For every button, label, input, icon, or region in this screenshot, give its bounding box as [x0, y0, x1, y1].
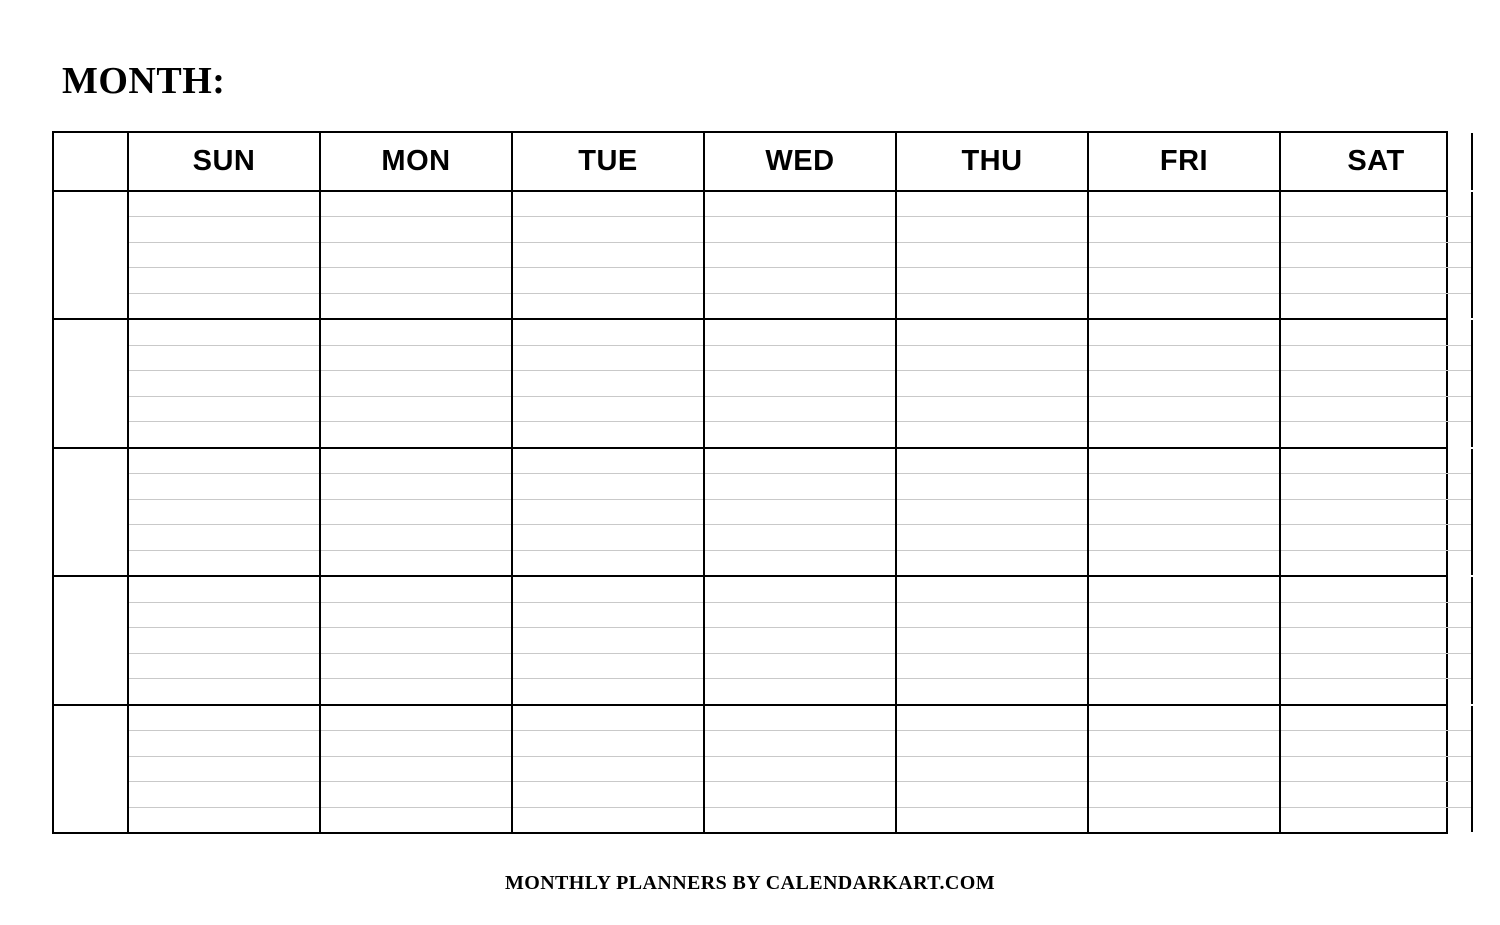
- cell-rule-lines: [1281, 320, 1471, 446]
- page-title: MONTH:: [62, 60, 226, 102]
- header-day-tue: TUE: [513, 133, 705, 190]
- week-row: [54, 192, 1446, 320]
- day-cell-thu[interactable]: [897, 449, 1089, 575]
- cell-rule-lines: [1089, 449, 1279, 575]
- day-cell-mon[interactable]: [321, 577, 513, 703]
- cell-rule-lines: [705, 577, 895, 703]
- cell-rule-lines: [513, 449, 703, 575]
- day-cell-fri[interactable]: [1089, 192, 1281, 318]
- day-cell-wed[interactable]: [705, 320, 897, 446]
- cell-rule-lines: [897, 192, 1087, 318]
- day-cell-mon[interactable]: [321, 449, 513, 575]
- cell-rule-lines: [129, 706, 319, 832]
- cell-rule-lines: [321, 449, 511, 575]
- day-cell-mon[interactable]: [321, 192, 513, 318]
- day-cell-wed[interactable]: [705, 449, 897, 575]
- cell-rule-lines: [513, 192, 703, 318]
- cell-rule-lines: [321, 192, 511, 318]
- cell-rule-lines: [129, 577, 319, 703]
- week-row: [54, 577, 1446, 705]
- day-cell-tue[interactable]: [513, 320, 705, 446]
- cell-rule-lines: [705, 320, 895, 446]
- day-cell-sat[interactable]: [1281, 706, 1473, 832]
- week-left-margin-cell: [54, 577, 129, 703]
- cell-rule-lines: [513, 577, 703, 703]
- cell-rule-lines: [705, 706, 895, 832]
- cell-rule-lines: [513, 320, 703, 446]
- calendar-grid: [52, 131, 1448, 834]
- calendar-header-row: [54, 133, 1446, 192]
- cell-rule-lines: [1089, 192, 1279, 318]
- cell-rule-lines: [705, 449, 895, 575]
- day-cell-wed[interactable]: [705, 706, 897, 832]
- header-left-margin: [54, 133, 129, 190]
- day-cell-thu[interactable]: [897, 192, 1089, 318]
- cell-rule-lines: [1281, 577, 1471, 703]
- week-left-margin-cell: [54, 449, 129, 575]
- day-cell-sat[interactable]: [1281, 577, 1473, 703]
- cell-rule-lines: [1089, 320, 1279, 446]
- day-cell-tue[interactable]: [513, 192, 705, 318]
- cell-rule-lines: [897, 577, 1087, 703]
- header-day-sun: SUN: [129, 133, 321, 190]
- footer-credit: MONTHLY PLANNERS BY CALENDARKART.COM: [504, 872, 996, 894]
- day-cell-fri[interactable]: [1089, 449, 1281, 575]
- day-cell-fri[interactable]: [1089, 320, 1281, 446]
- day-cell-sun[interactable]: [129, 577, 321, 703]
- day-cell-tue[interactable]: [513, 449, 705, 575]
- cell-rule-lines: [129, 449, 319, 575]
- header-day-sat: SAT: [1281, 133, 1473, 190]
- day-cell-sun[interactable]: [129, 449, 321, 575]
- day-cell-wed[interactable]: [705, 577, 897, 703]
- cell-rule-lines: [321, 706, 511, 832]
- week-left-margin-cell: [54, 320, 129, 446]
- day-cell-mon[interactable]: [321, 320, 513, 446]
- cell-rule-lines: [321, 577, 511, 703]
- cell-rule-lines: [321, 320, 511, 446]
- cell-rule-lines: [1281, 449, 1471, 575]
- cell-rule-lines: [513, 706, 703, 832]
- calendar-body: [54, 192, 1446, 832]
- day-cell-thu[interactable]: [897, 320, 1089, 446]
- cell-rule-lines: [897, 320, 1087, 446]
- cell-rule-lines: [897, 706, 1087, 832]
- header-day-wed: WED: [705, 133, 897, 190]
- day-cell-sun[interactable]: [129, 706, 321, 832]
- day-cell-sat[interactable]: [1281, 449, 1473, 575]
- header-day-mon: MON: [321, 133, 513, 190]
- day-cell-sun[interactable]: [129, 320, 321, 446]
- cell-rule-lines: [897, 449, 1087, 575]
- cell-rule-lines: [1089, 577, 1279, 703]
- day-cell-sat[interactable]: [1281, 192, 1473, 318]
- day-cell-thu[interactable]: [897, 577, 1089, 703]
- day-cell-fri[interactable]: [1089, 706, 1281, 832]
- day-cell-tue[interactable]: [513, 706, 705, 832]
- cell-rule-lines: [705, 192, 895, 318]
- day-cell-fri[interactable]: [1089, 577, 1281, 703]
- header-day-fri: FRI: [1089, 133, 1281, 190]
- day-cell-thu[interactable]: [897, 706, 1089, 832]
- cell-rule-lines: [1089, 706, 1279, 832]
- day-cell-wed[interactable]: [705, 192, 897, 318]
- cell-rule-lines: [129, 320, 319, 446]
- cell-rule-lines: [1281, 706, 1471, 832]
- day-cell-tue[interactable]: [513, 577, 705, 703]
- week-left-margin-cell: [54, 706, 129, 832]
- week-left-margin-cell: [54, 192, 129, 318]
- cell-rule-lines: [1281, 192, 1471, 318]
- header-day-thu: THU: [897, 133, 1089, 190]
- day-cell-mon[interactable]: [321, 706, 513, 832]
- week-row: [54, 706, 1446, 832]
- week-row: [54, 449, 1446, 577]
- day-cell-sun[interactable]: [129, 192, 321, 318]
- week-row: [54, 320, 1446, 448]
- cell-rule-lines: [129, 192, 319, 318]
- day-cell-sat[interactable]: [1281, 320, 1473, 446]
